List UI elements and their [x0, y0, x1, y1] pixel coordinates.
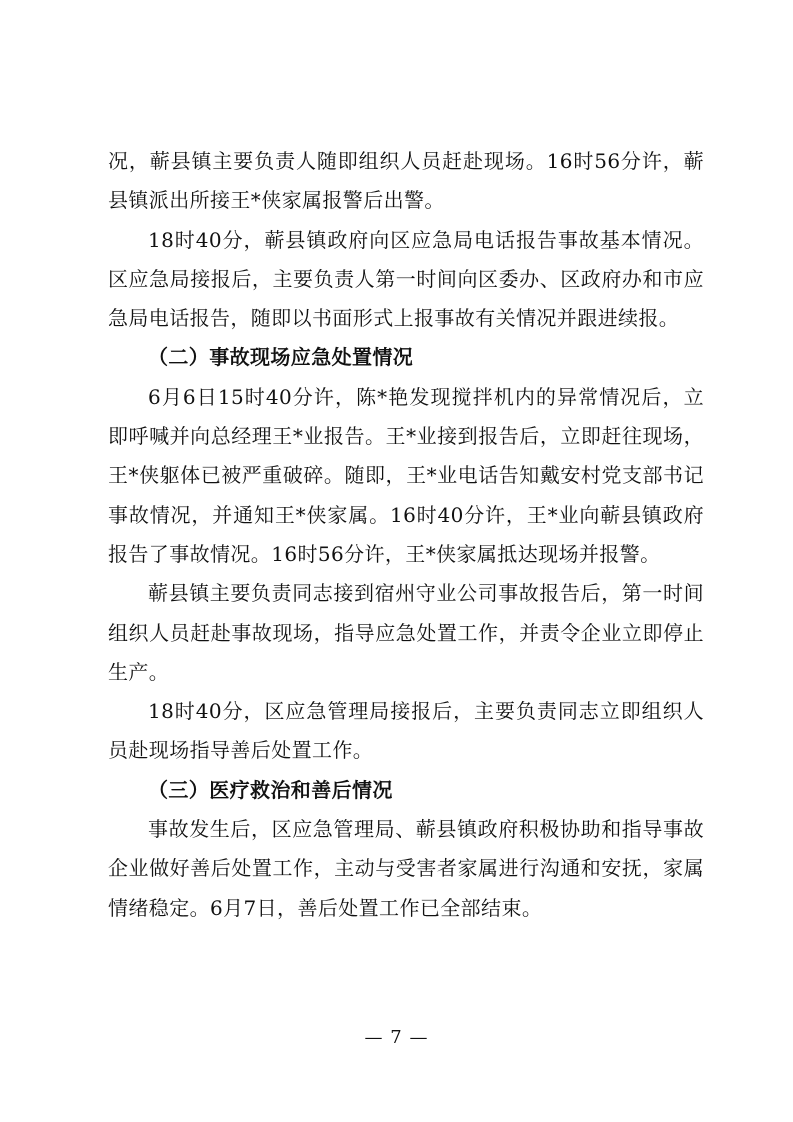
paragraph-aftermath: 事故发生后，区应急管理局、蕲县镇政府积极协助和指导事故企业做好善后处置工作，主动与受害者家属进行沟通和安抚，家属情绪稳定。6月7日，善后处置工作已全部结束。 — [108, 817, 704, 920]
paragraph-report-timeline: 18时40分，蕲县镇政府向区应急局电话报告事故基本情况。区应急局接报后，主要负责人第一时间向区委办、区政府办和市应急局电话报告，随即以书面形式上报事故有关情况并跟进续报。 — [108, 227, 704, 331]
page-number: — 7 — — [364, 1027, 429, 1048]
section-heading-emergency-response: （二）事故现场应急处置情况 — [148, 345, 414, 370]
paragraph-town-response: 蕲县镇主要负责同志接到宿州守业公司事故报告后，第一时间组织人员赶赴事故现场，指导应急处置工作，并责令企业立即停止生产。 — [108, 581, 704, 684]
paragraph-incident-discovery: 6月6日15时40分许，陈*艳发现搅拌机内的异常情况后，立即呼喊并向总经理王*业报告。王*业接到报告后，立即赶往现场，王*侠躯体已被严重破碎。随即，王*业电话告知戴安村党支部书记事故情况，并通知王*侠家属。16时40分许，王*业向蕲县镇政府报告了事故情况。16时56分许，王*侠家属抵达现场并报警。 — [108, 384, 704, 566]
section-heading-aftermath: （三）医疗救治和善后情况 — [148, 777, 393, 802]
paragraph-continued: 况，蕲县镇主要负责人随即组织人员赶赴现场。16时56分许，蕲县镇派出所接王*侠家属报警后出警。 — [108, 149, 704, 213]
paragraph-bureau-response: 18时40分，区应急管理局接报后，主要负责同志立即组织人员赴现场指导善后处置工作。 — [108, 699, 704, 763]
document-body — [108, 142, 704, 928]
